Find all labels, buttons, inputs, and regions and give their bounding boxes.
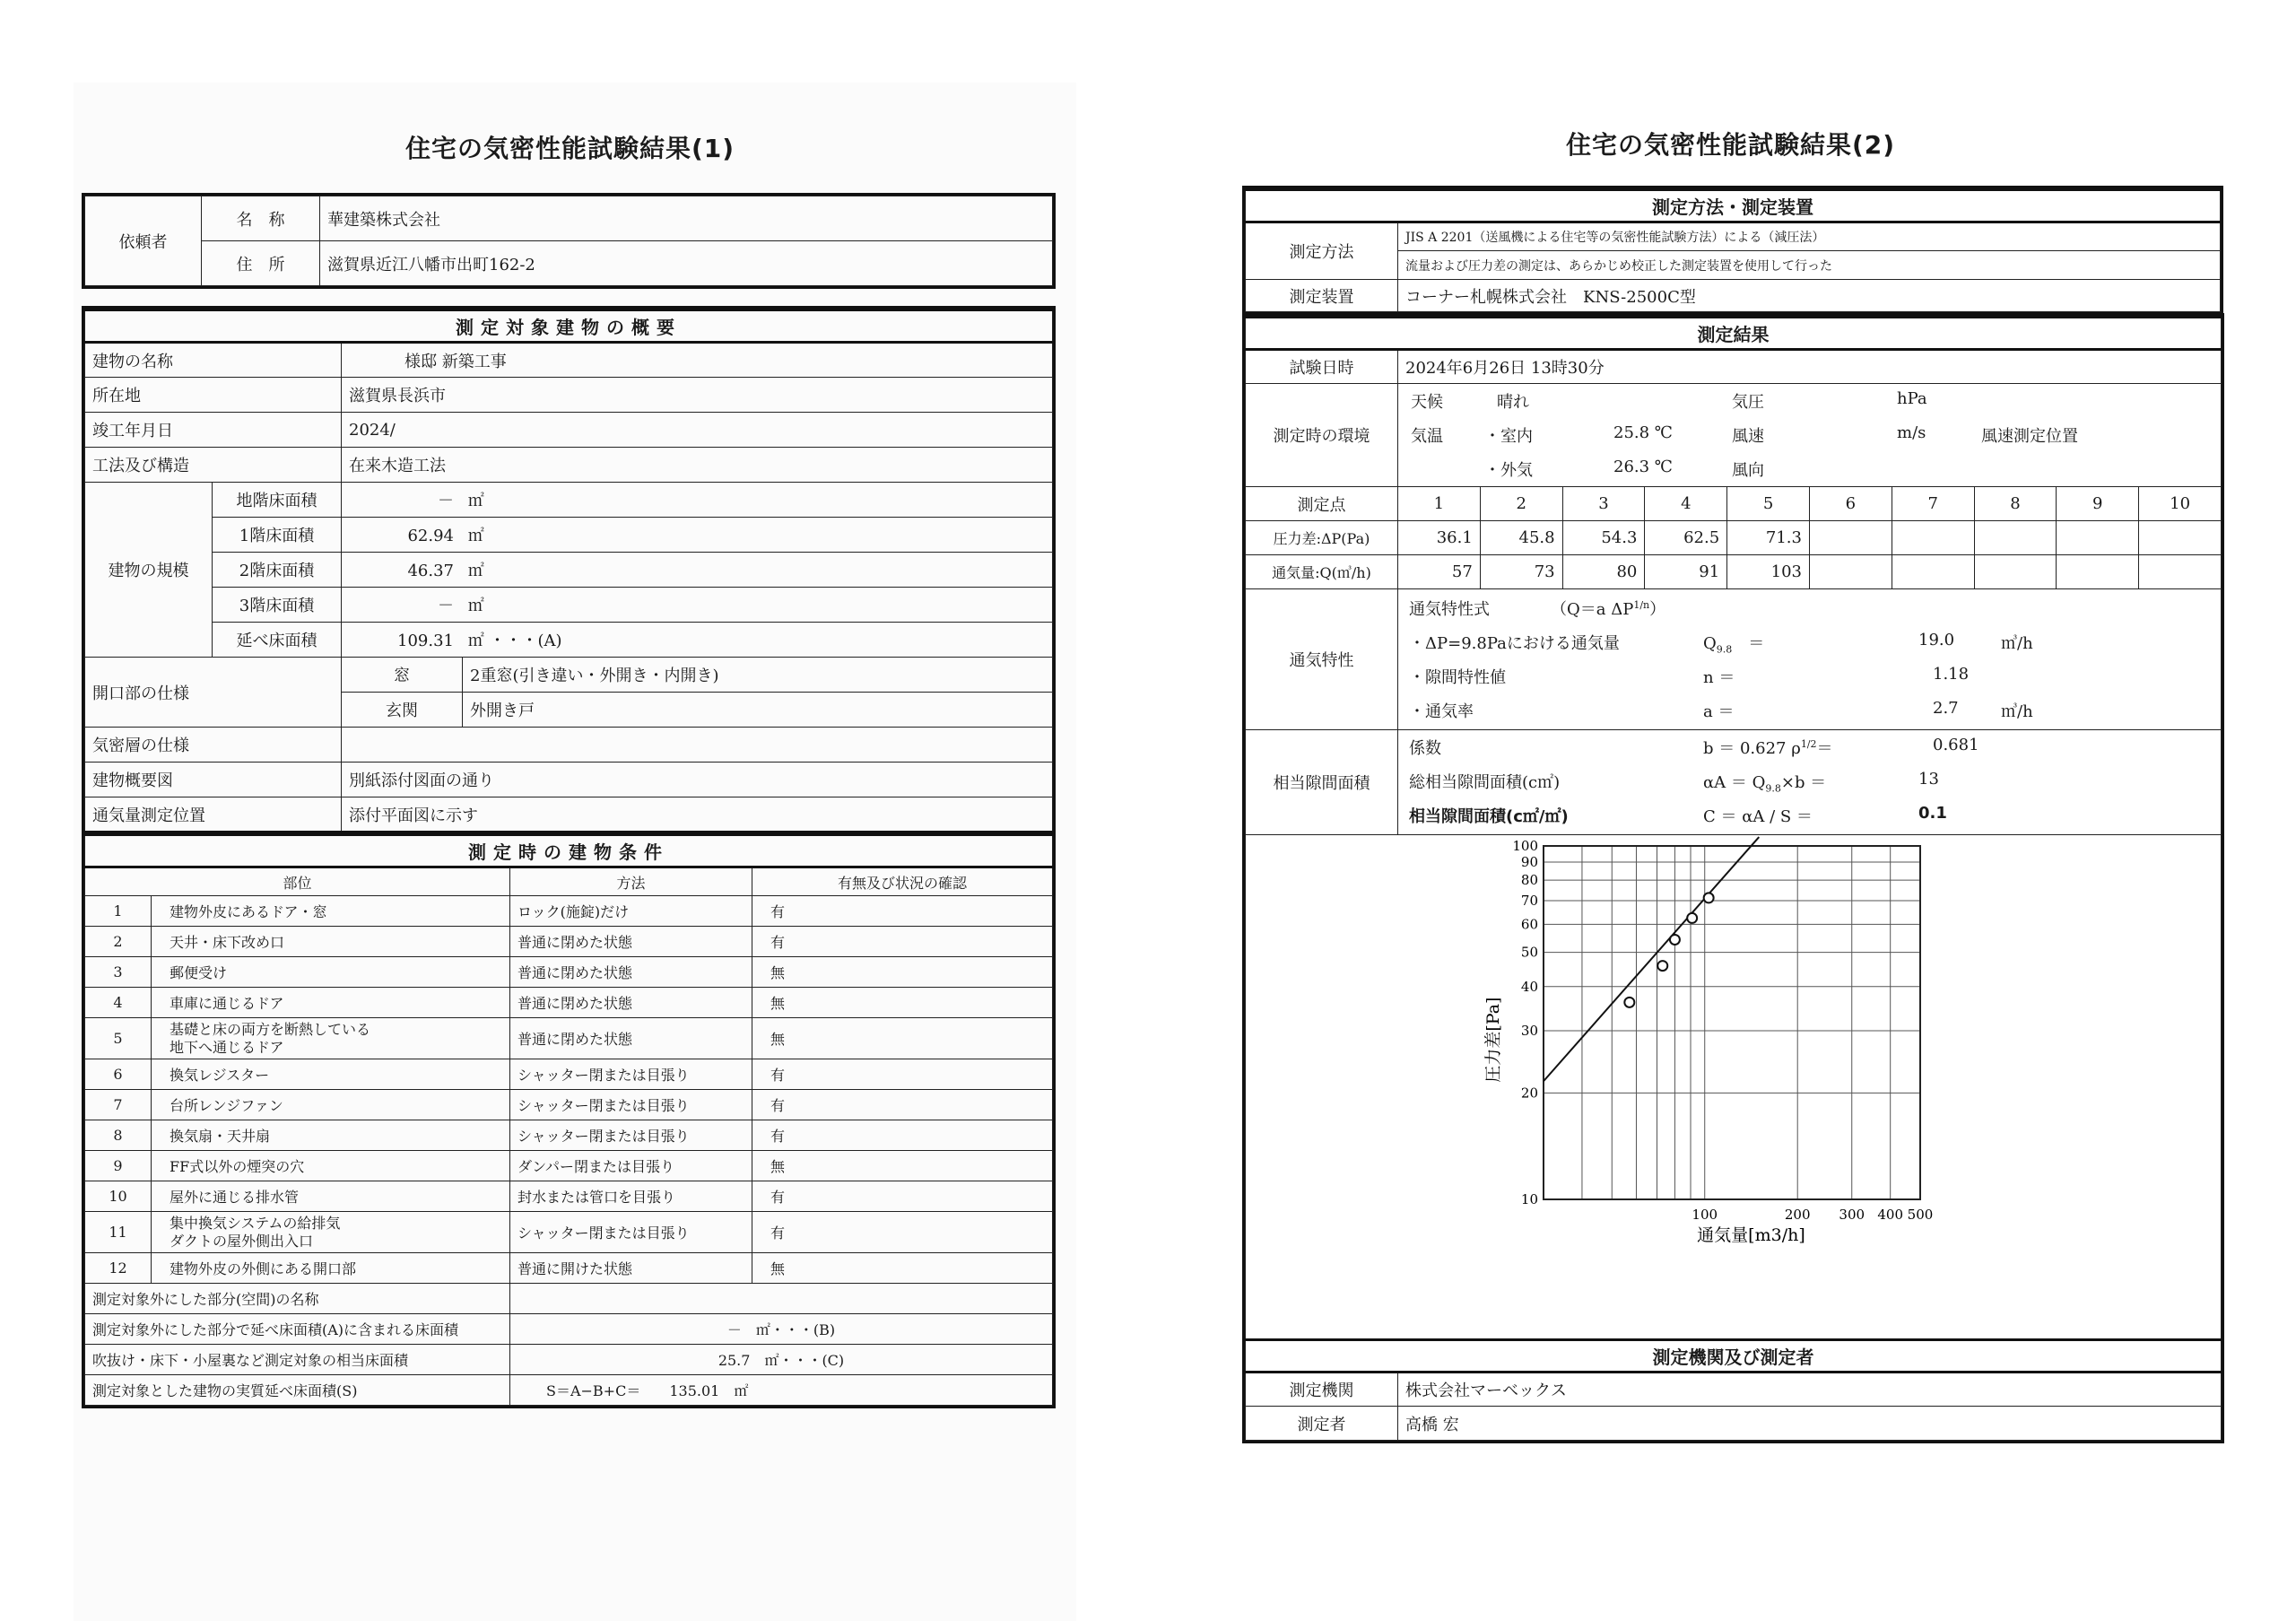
dp-cell: 54.3 <box>1562 521 1645 555</box>
a-label: ・通気率 <box>1409 702 1474 721</box>
condition-method: シャッター閉または目張り <box>510 1090 752 1120</box>
col-part: 部位 <box>85 867 510 896</box>
condition-check: 有 <box>752 1059 1053 1090</box>
temp-label: 気温 <box>1411 427 1443 446</box>
client-address-label: 住 所 <box>202 241 320 286</box>
q98-value: 19.0 <box>1918 631 1955 649</box>
area-value-row <box>342 483 1053 518</box>
area-label: 2階床面積 <box>213 553 342 588</box>
points-label: 測定点 <box>1246 487 1398 521</box>
condition-part: 屋外に通じる排水管 <box>152 1181 510 1212</box>
dp-cell <box>1974 521 2057 555</box>
area-label: 延べ床面積 <box>213 623 342 658</box>
area-value: 109.31 <box>397 632 454 650</box>
q-cell: 57 <box>1398 555 1481 589</box>
client-name: 華建築株式会社 <box>320 196 1053 241</box>
actual-area-label: 測定対象とした建物の実質延べ床面積(S) <box>85 1375 510 1406</box>
weather-label: 天候 <box>1411 393 1443 412</box>
client-name-label: 名 称 <box>202 196 320 241</box>
condition-no: 5 <box>85 1018 152 1059</box>
coef-label: 係数 <box>1409 739 1441 758</box>
condition-part: 台所レンジファン <box>152 1090 510 1120</box>
entrance-spec: 外開き戸 <box>463 693 1053 728</box>
condition-method: 普通に閉めた状態 <box>510 988 752 1018</box>
q-cell <box>1809 555 1892 589</box>
building-name-label: 建物の名称 <box>85 343 342 378</box>
q98-symbol: $Q_{9.8}$ ＝ <box>1703 634 1765 656</box>
area-value: － <box>438 492 454 510</box>
x-tick-label: 400 <box>1877 1207 1904 1223</box>
page-2-title: 住宅の気密性能試験結果(2) <box>1566 130 1896 160</box>
point-cell: 9 <box>2057 487 2139 521</box>
q98-unit: ㎥/h <box>2001 634 2033 653</box>
dp-label: 圧力差:ΔP(Pa) <box>1246 521 1398 555</box>
x-tick-label: 200 <box>1784 1207 1811 1223</box>
construction-method-label: 工法及び構造 <box>85 448 342 483</box>
dp-cell <box>1809 521 1892 555</box>
point-cell: 4 <box>1645 487 1727 521</box>
dp-cell <box>2139 521 2222 555</box>
wind-label: 風速 <box>1732 427 1764 446</box>
condition-method: シャッター閉または目張り <box>510 1212 752 1253</box>
client-address: 滋賀県近江八幡市出町162-2 <box>320 241 1053 286</box>
condition-no: 2 <box>85 927 152 957</box>
airtight-layer-label: 気密層の仕様 <box>85 728 342 763</box>
condition-no: 9 <box>85 1151 152 1181</box>
condition-row <box>85 1212 1053 1253</box>
n-symbol: n ＝ <box>1703 668 1735 687</box>
vent-formula: （Q＝a $\Delta P^{1/n}$） <box>1551 599 1666 619</box>
point-cell: 10 <box>2139 487 2222 521</box>
environment-cell <box>1398 384 2222 487</box>
dp-cell: 36.1 <box>1398 521 1481 555</box>
q-cell <box>2139 555 2222 589</box>
q-cell: 73 <box>1480 555 1562 589</box>
c-symbol: C ＝ αA / S ＝ <box>1703 807 1813 826</box>
condition-check: 無 <box>752 988 1053 1018</box>
point-cell: 8 <box>1974 487 2057 521</box>
plot-frame <box>1544 846 1920 1199</box>
condition-row <box>85 927 1053 957</box>
area-label: 1階床面積 <box>213 518 342 553</box>
fit-line <box>1544 837 1759 1081</box>
x-tick-label: 300 <box>1839 1207 1866 1223</box>
org: 株式会社マーベックス <box>1398 1373 2222 1407</box>
method-line1: JIS A 2201（送風機による住宅等の気密性能試験方法）による（減圧法） <box>1398 222 2221 251</box>
page-1 <box>74 83 1076 1621</box>
condition-row <box>85 1120 1053 1151</box>
vent-cell <box>1398 589 2222 730</box>
condition-part: 集中換気システムの給排気 ダクトの屋外側出入口 <box>152 1212 510 1253</box>
method-line2: 流量および圧力差の測定は、あらかじめ校正した測定装置を使用して行った <box>1398 251 2221 280</box>
drawing: 別紙添付図面の通り <box>342 763 1053 797</box>
condition-method: ロック(施錠)だけ <box>510 896 752 927</box>
window-spec: 2重窓(引き違い・外開き・内開き) <box>463 658 1053 693</box>
data-point <box>1624 998 1634 1007</box>
condition-part: 天井・床下改め口 <box>152 927 510 957</box>
condition-method: ダンパー閉または目張り <box>510 1151 752 1181</box>
point-cell: 2 <box>1480 487 1562 521</box>
client-label: 依頼者 <box>85 196 202 286</box>
n-label: ・隙間特性値 <box>1409 668 1506 687</box>
vent-formula-label: 通気特性式 <box>1409 600 1490 619</box>
opening-label: 開口部の仕様 <box>85 658 342 728</box>
device-label: 測定装置 <box>1246 280 1398 312</box>
point-cell: 6 <box>1809 487 1892 521</box>
condition-part: 換気レジスター <box>152 1059 510 1090</box>
condition-row <box>85 1253 1053 1284</box>
area-unit: ㎡ <box>467 527 484 545</box>
gap-cell <box>1398 730 2222 835</box>
measurement-position-label: 通気量測定位置 <box>85 797 342 832</box>
results-table <box>1245 316 2222 1441</box>
q-cell: 91 <box>1645 555 1727 589</box>
condition-row <box>85 1181 1053 1212</box>
void-area: 25.7 ㎡・・・(C) <box>510 1345 1053 1375</box>
data-point <box>1670 935 1680 945</box>
org-label: 測定機関 <box>1246 1373 1398 1407</box>
c-label: 相当隙間面積(c㎡/㎡) <box>1409 807 1569 826</box>
building-name: 様邸 新築工事 <box>342 343 1053 378</box>
client-table <box>84 196 1053 286</box>
q-cell: 80 <box>1562 555 1645 589</box>
q98-label: ・ΔP=9.8Paにおける通気量 <box>1409 634 1620 653</box>
vent-formula-exp: 1/n <box>1633 599 1650 611</box>
excluded-name <box>510 1284 1053 1314</box>
outdoor-label: ・外気 <box>1484 461 1533 480</box>
y-tick-label: 80 <box>1520 872 1538 889</box>
conditions-heading: 測定時の建物条件 <box>85 835 1053 867</box>
condition-no: 12 <box>85 1253 152 1284</box>
excluded-area: － ㎡・・・(B) <box>510 1314 1053 1345</box>
y-tick-label: 30 <box>1520 1023 1538 1040</box>
condition-check: 有 <box>752 1090 1053 1120</box>
condition-row <box>85 1059 1053 1090</box>
condition-method: 封水または管口を目張り <box>510 1181 752 1212</box>
condition-part: 換気扇・天井扇 <box>152 1120 510 1151</box>
pressure-flow-chart <box>1246 835 2220 1334</box>
a-unit: ㎥/h <box>2001 702 2033 721</box>
q-cell <box>1892 555 1974 589</box>
area-note: ・・・(A) <box>489 632 562 650</box>
condition-method: 普通に閉めた状態 <box>510 957 752 988</box>
condition-check: 無 <box>752 1018 1053 1059</box>
y-tick-label: 50 <box>1520 944 1538 961</box>
x-axis-label: 通気量[m3/h] <box>1697 1225 1805 1245</box>
a-symbol: a ＝ <box>1703 702 1735 721</box>
condition-row <box>85 1018 1053 1059</box>
point-cell: 7 <box>1892 487 1974 521</box>
dp-cell <box>1892 521 1974 555</box>
indoor-label: ・室内 <box>1484 427 1533 446</box>
area-value: － <box>438 597 454 615</box>
coef-value: 0.681 <box>1933 736 1979 754</box>
condition-check: 有 <box>752 927 1053 957</box>
device: コーナー札幌株式会社 KNS-2500C型 <box>1398 280 2221 312</box>
x-tick-label: 500 <box>1907 1207 1934 1223</box>
gap-area-label: 相当隙間面積 <box>1246 730 1398 835</box>
condition-no: 6 <box>85 1059 152 1090</box>
condition-check: 有 <box>752 1181 1053 1212</box>
y-tick-label: 70 <box>1520 893 1538 910</box>
area-value-row <box>342 623 1053 658</box>
y-tick-label: 10 <box>1520 1191 1538 1207</box>
condition-method: 普通に開けた状態 <box>510 1253 752 1284</box>
condition-row <box>85 896 1053 927</box>
area-value-row <box>342 553 1053 588</box>
area-value: 62.94 <box>407 527 454 545</box>
method-heading: 測定方法・測定装置 <box>1246 190 2221 222</box>
wind-position-label: 風速測定位置 <box>1981 427 2078 446</box>
condition-row <box>85 1151 1053 1181</box>
conditions-table <box>84 833 1053 1406</box>
condition-row <box>85 1090 1053 1120</box>
area-value-row <box>342 588 1053 623</box>
test-date: 2024年6月26日 13時30分 <box>1398 350 2222 384</box>
dp-cell: 71.3 <box>1727 521 1810 555</box>
area-unit: ㎡ <box>467 492 484 510</box>
condition-no: 3 <box>85 957 152 988</box>
area-label: 3階床面積 <box>213 588 342 623</box>
page-1-title: 住宅の気密性能試験結果(1) <box>405 134 735 163</box>
col-method: 方法 <box>510 867 752 896</box>
scale-label: 建物の規模 <box>85 483 213 658</box>
condition-check: 無 <box>752 1151 1053 1181</box>
total-gap-label: 総相当隙間面積(c㎡) <box>1409 773 1561 792</box>
q-cell: 103 <box>1727 555 1810 589</box>
a-value: 2.7 <box>1933 699 1959 718</box>
condition-method: シャッター閉または目張り <box>510 1059 752 1090</box>
results-heading: 測定結果 <box>1246 318 2222 350</box>
dp-cell: 45.8 <box>1480 521 1562 555</box>
entrance-label: 玄関 <box>342 693 463 728</box>
pressure-unit: hPa <box>1897 389 1927 408</box>
total-gap-symbol: $\alpha A = Q_{9.8}\times b$ ＝ <box>1703 773 1827 795</box>
measurement-position: 添付平面図に示す <box>342 797 1053 832</box>
area-value-row <box>342 518 1053 553</box>
void-area-label: 吹抜け・床下・小屋裏など測定対象の相当床面積 <box>85 1345 510 1375</box>
chart-cell <box>1246 835 2222 1340</box>
x-tick-label: 100 <box>1692 1207 1718 1223</box>
window-label: 窓 <box>342 658 463 693</box>
method-label: 測定方法 <box>1246 222 1398 280</box>
condition-row <box>85 957 1053 988</box>
construction-method: 在来木造工法 <box>342 448 1053 483</box>
location-label: 所在地 <box>85 378 342 413</box>
completion: 2024/ <box>342 413 1053 448</box>
condition-part: FF式以外の煙突の穴 <box>152 1151 510 1181</box>
area-unit: ㎡ <box>467 632 484 650</box>
total-gap-value: 13 <box>1918 770 1939 789</box>
y-tick-label: 40 <box>1520 978 1538 995</box>
wind-direction-label: 風向 <box>1732 461 1764 480</box>
environment-label: 測定時の環境 <box>1246 384 1398 487</box>
condition-part: 基礎と床の両方を断熱している 地下へ通じるドア <box>152 1018 510 1059</box>
area-label: 地階床面積 <box>213 483 342 518</box>
q-cell <box>2057 555 2139 589</box>
completion-label: 竣工年月日 <box>85 413 342 448</box>
condition-check: 有 <box>752 1212 1053 1253</box>
y-axis-label: 圧力差[Pa] <box>1483 997 1503 1083</box>
page-2 <box>1234 83 2237 1621</box>
excluded-name-label: 測定対象外にした部分(空間)の名称 <box>85 1284 510 1314</box>
dp-cell <box>2057 521 2139 555</box>
person: 高橋 宏 <box>1398 1407 2222 1441</box>
n-value: 1.18 <box>1933 665 1970 684</box>
vent-label: 通気特性 <box>1246 589 1398 730</box>
area-unit: ㎡ <box>467 597 484 615</box>
wind-unit: m/s <box>1897 423 1926 442</box>
method-table <box>1245 188 2221 312</box>
area-value: 46.37 <box>407 562 454 580</box>
condition-no: 10 <box>85 1181 152 1212</box>
actual-area: S＝A−B+C＝ 135.01 ㎡ <box>510 1375 1053 1406</box>
condition-check: 有 <box>752 896 1053 927</box>
condition-part: 郵便受け <box>152 957 510 988</box>
pressure-label: 気圧 <box>1732 393 1764 412</box>
condition-check: 有 <box>752 1120 1053 1151</box>
condition-check: 無 <box>752 957 1053 988</box>
test-date-label: 試験日時 <box>1246 350 1398 384</box>
condition-no: 1 <box>85 896 152 927</box>
condition-check: 無 <box>752 1253 1053 1284</box>
col-check: 有無及び状況の確認 <box>752 867 1053 896</box>
condition-no: 11 <box>85 1212 152 1253</box>
conditions-rows <box>85 896 1053 1284</box>
condition-no: 4 <box>85 988 152 1018</box>
y-tick-label: 60 <box>1520 916 1538 933</box>
dp-cell: 62.5 <box>1645 521 1727 555</box>
point-cell: 1 <box>1398 487 1481 521</box>
q-label: 通気量:Q(㎥/h) <box>1246 555 1398 589</box>
person-label: 測定者 <box>1246 1407 1398 1441</box>
condition-method: 普通に閉めた状態 <box>510 927 752 957</box>
condition-no: 7 <box>85 1090 152 1120</box>
indoor-temp: 25.8 ℃ <box>1613 423 1673 442</box>
condition-no: 8 <box>85 1120 152 1151</box>
overview-table <box>84 309 1053 832</box>
data-point <box>1687 913 1697 923</box>
data-point <box>1657 961 1667 971</box>
condition-row <box>85 988 1053 1018</box>
condition-part: 建物外皮の外側にある開口部 <box>152 1253 510 1284</box>
y-tick-label: 100 <box>1512 838 1538 854</box>
condition-part: 車庫に通じるドア <box>152 988 510 1018</box>
data-point <box>1704 893 1714 902</box>
point-cell: 3 <box>1562 487 1645 521</box>
org-heading: 測定機関及び測定者 <box>1246 1340 2222 1373</box>
weather: 晴れ <box>1497 393 1529 412</box>
condition-method: シャッター閉または目張り <box>510 1120 752 1151</box>
y-tick-label: 20 <box>1520 1085 1538 1102</box>
y-tick-label: 90 <box>1520 854 1538 871</box>
coef-symbol: b ＝ 0.627 $\rho^{1/2}=$ <box>1703 738 1833 758</box>
overview-heading: 測定対象建物の概要 <box>85 310 1053 343</box>
area-unit: ㎡ <box>467 562 484 580</box>
condition-part: 建物外皮にあるドア・窓 <box>152 896 510 927</box>
drawing-label: 建物概要図 <box>85 763 342 797</box>
outdoor-temp: 26.3 ℃ <box>1613 458 1673 476</box>
c-value: 0.1 <box>1918 804 1947 823</box>
point-cell: 5 <box>1727 487 1810 521</box>
condition-method: 普通に閉めた状態 <box>510 1018 752 1059</box>
excluded-area-label: 測定対象外にした部分で延べ床面積(A)に含まれる床面積 <box>85 1314 510 1345</box>
q-cell <box>1974 555 2057 589</box>
airtight-layer <box>342 728 1053 763</box>
location: 滋賀県長浜市 <box>342 378 1053 413</box>
